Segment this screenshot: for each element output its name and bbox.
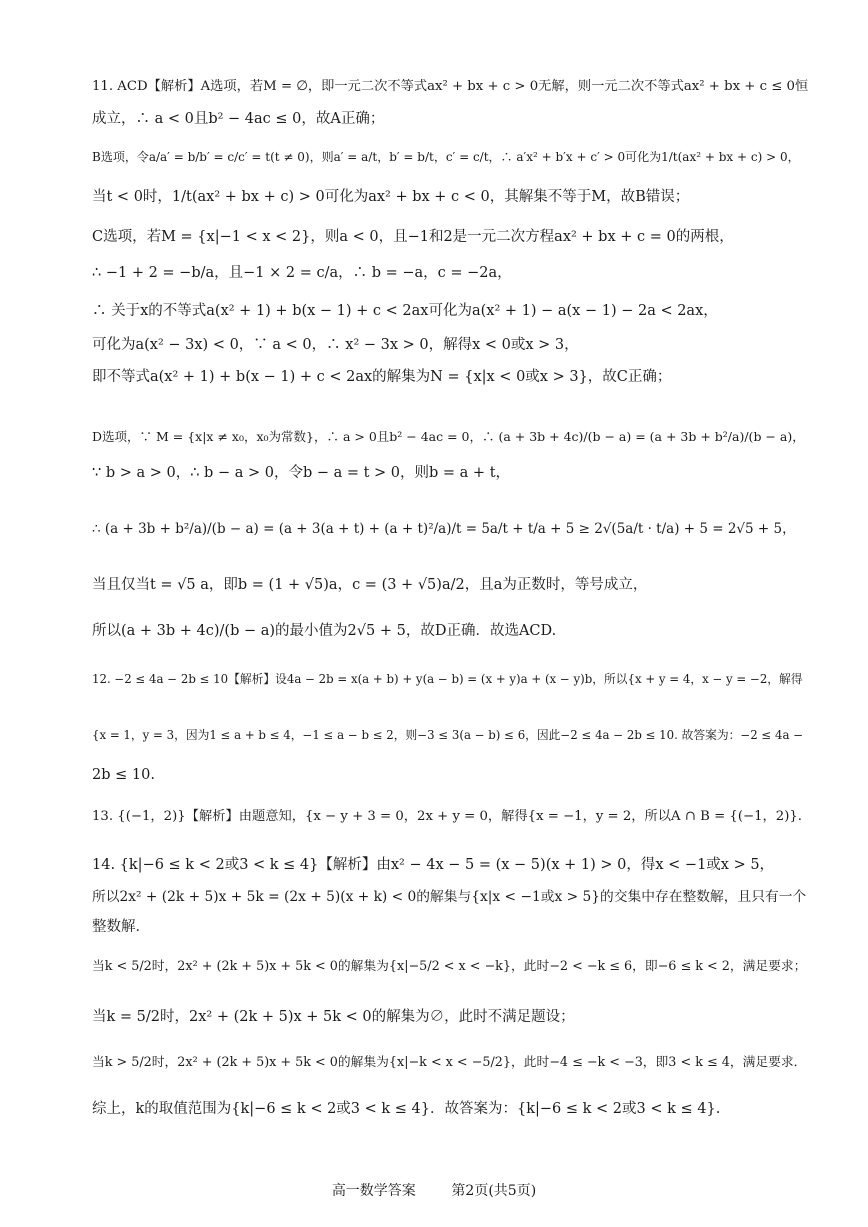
text-line-11-a: 11. ACD【解析】A选项，若M = ∅，即一元二次不等式ax² + bx + c > 0无解，则一元二次不等式ax² + bx + c ≤ 0恒 (92, 79, 809, 94)
text-line-11-f: ∴ −1 + 2 = −b/a，且−1 × 2 = c/a，∴ b = −a，c = −2a， (92, 265, 512, 281)
text-line-14-d: 当k < 5/2时，2x² + (2k + 5)x + 5k < 0的解集为{x|−5/2 < x < −k}，此时−2 < −k ≤ 6，即−6 ≤ k < 2，满足要求； (92, 959, 807, 974)
text-line-11-n: 所以(a + 3b + 4c)/(b − a)的最小值为2√5 + 5，故D正确．故选ACD. (92, 623, 557, 639)
text-line-11-h: 可化为a(x² − 3x) < 0，∵ a < 0，∴ x² − 3x > 0，解得x < 0或x > 3， (92, 337, 579, 353)
text-line-11-g: ∴ 关于x的不等式a(x² + 1) + b(x − 1) + c < 2ax可化为a(x² + 1) − a(x − 1) − 2a < 2ax， (92, 303, 718, 319)
text-line-14-g: 综上，k的取值范围为{k|−6 ≤ k < 2或3 < k ≤ 4}．故答案为：{k|−6 ≤ k < 2或3 < k ≤ 4}. (92, 1101, 721, 1117)
text-line-11-e: C选项，若M = {x|−1 < x < 2}，则a < 0，且−1和2是一元二次方程ax² + bx + c = 0的两根， (92, 229, 734, 245)
text-line-14-f: 当k > 5/2时，2x² + (2k + 5)x + 5k < 0的解集为{x|−k < x < −5/2}，此时−4 ≤ −k < −3，即3 < k ≤ 4，满足要求． (92, 1055, 807, 1070)
footer-page-number: 第2页(共5页) (451, 1183, 537, 1199)
text-line-11-b: 成立，∴ a < 0且b² − 4ac ≤ 0，故A正确； (92, 111, 385, 127)
text-line-11-i: 即不等式a(x² + 1) + b(x − 1) + c < 2ax的解集为N = {x|x < 0或x > 3}，故C正确； (92, 369, 672, 385)
footer-subject: 高一数学答案 (331, 1183, 416, 1199)
text-line-12-a: 12. −2 ≤ 4a − 2b ≤ 10【解析】设4a − 2b = x(a + b) + y(a − b) = (x + y)a + (x − y)b，所以{x + y = 4，x − y = −2，解得 (92, 672, 803, 686)
text-line-14-b: 所以2x² + (2k + 5)x + 5k = (2x + 5)(x + k) < 0的解集与{x|x < −1或x > 5}的交集中存在整数解，且只有一个 (92, 889, 807, 905)
text-line-12-b: {x = 1，y = 3，因为1 ≤ a + b ≤ 4，−1 ≤ a − b ≤ 2，则−3 ≤ 3(a − b) ≤ 6，因此−2 ≤ 4a − 2b ≤ 10. 故答案为：−2 ≤ 4a − (92, 728, 804, 742)
text-line-14-c: 整数解． (92, 919, 150, 935)
text-line-13: 13. {(−1，2)}【解析】由题意知，{x − y + 3 = 0，2x + y = 0，解得{x = −1，y = 2，所以A ∩ B = {(−1，2)}. (92, 809, 803, 824)
text-line-14-e: 当k = 5/2时，2x² + (2k + 5)x + 5k < 0的解集为∅，此时不满足题设； (92, 1009, 575, 1025)
text-line-11-k: ∵ b > a > 0，∴ b − a > 0，令b − a = t > 0，则b = a + t， (92, 465, 511, 481)
text-line-11-c: B选项，令a/a′ = b/b′ = c/c′ = t(t ≠ 0)，则a′ = a/t，b′ = b/t，c′ = c/t，∴ a′x² + b′x + c′ > 0可化为1/t(ax² + bx + c) > 0， (92, 150, 800, 164)
text-line-14-a: 14. {k|−6 ≤ k < 2或3 < k ≤ 4}【解析】由x² − 4x − 5 = (x − 5)(x + 1) > 0，得x < −1或x > 5， (92, 857, 775, 873)
text-line-11-m: 当且仅当t = √5 a，即b = (1 + √5)a，c = (3 + √5)a/2，且a为正数时，等号成立， (92, 577, 648, 593)
text-line-11-l: ∴ (a + 3b + b²/a)/(b − a) = (a + 3(a + t) + (a + t)²/a)/t = 5a/t + t/a + 5 ≥ 2√(5a/t · t/a) + 5 = 2√5 + 5， (92, 521, 796, 537)
page-footer (0, 1180, 868, 1200)
text-line-11-d: 当t < 0时，1/t(ax² + bx + c) > 0可化为ax² + bx + c < 0，其解集不等于M，故B错误； (92, 189, 690, 205)
text-line-12-c: 2b ≤ 10. (92, 767, 155, 783)
text-line-11-j: D选项，∵ M = {x|x ≠ x₀，x₀为常数}，∴ a > 0且b² − 4ac = 0，∴ (a + 3b + 4c)/(b − a) = (a + 3b + b²/a)/(b − a)， (92, 429, 805, 444)
